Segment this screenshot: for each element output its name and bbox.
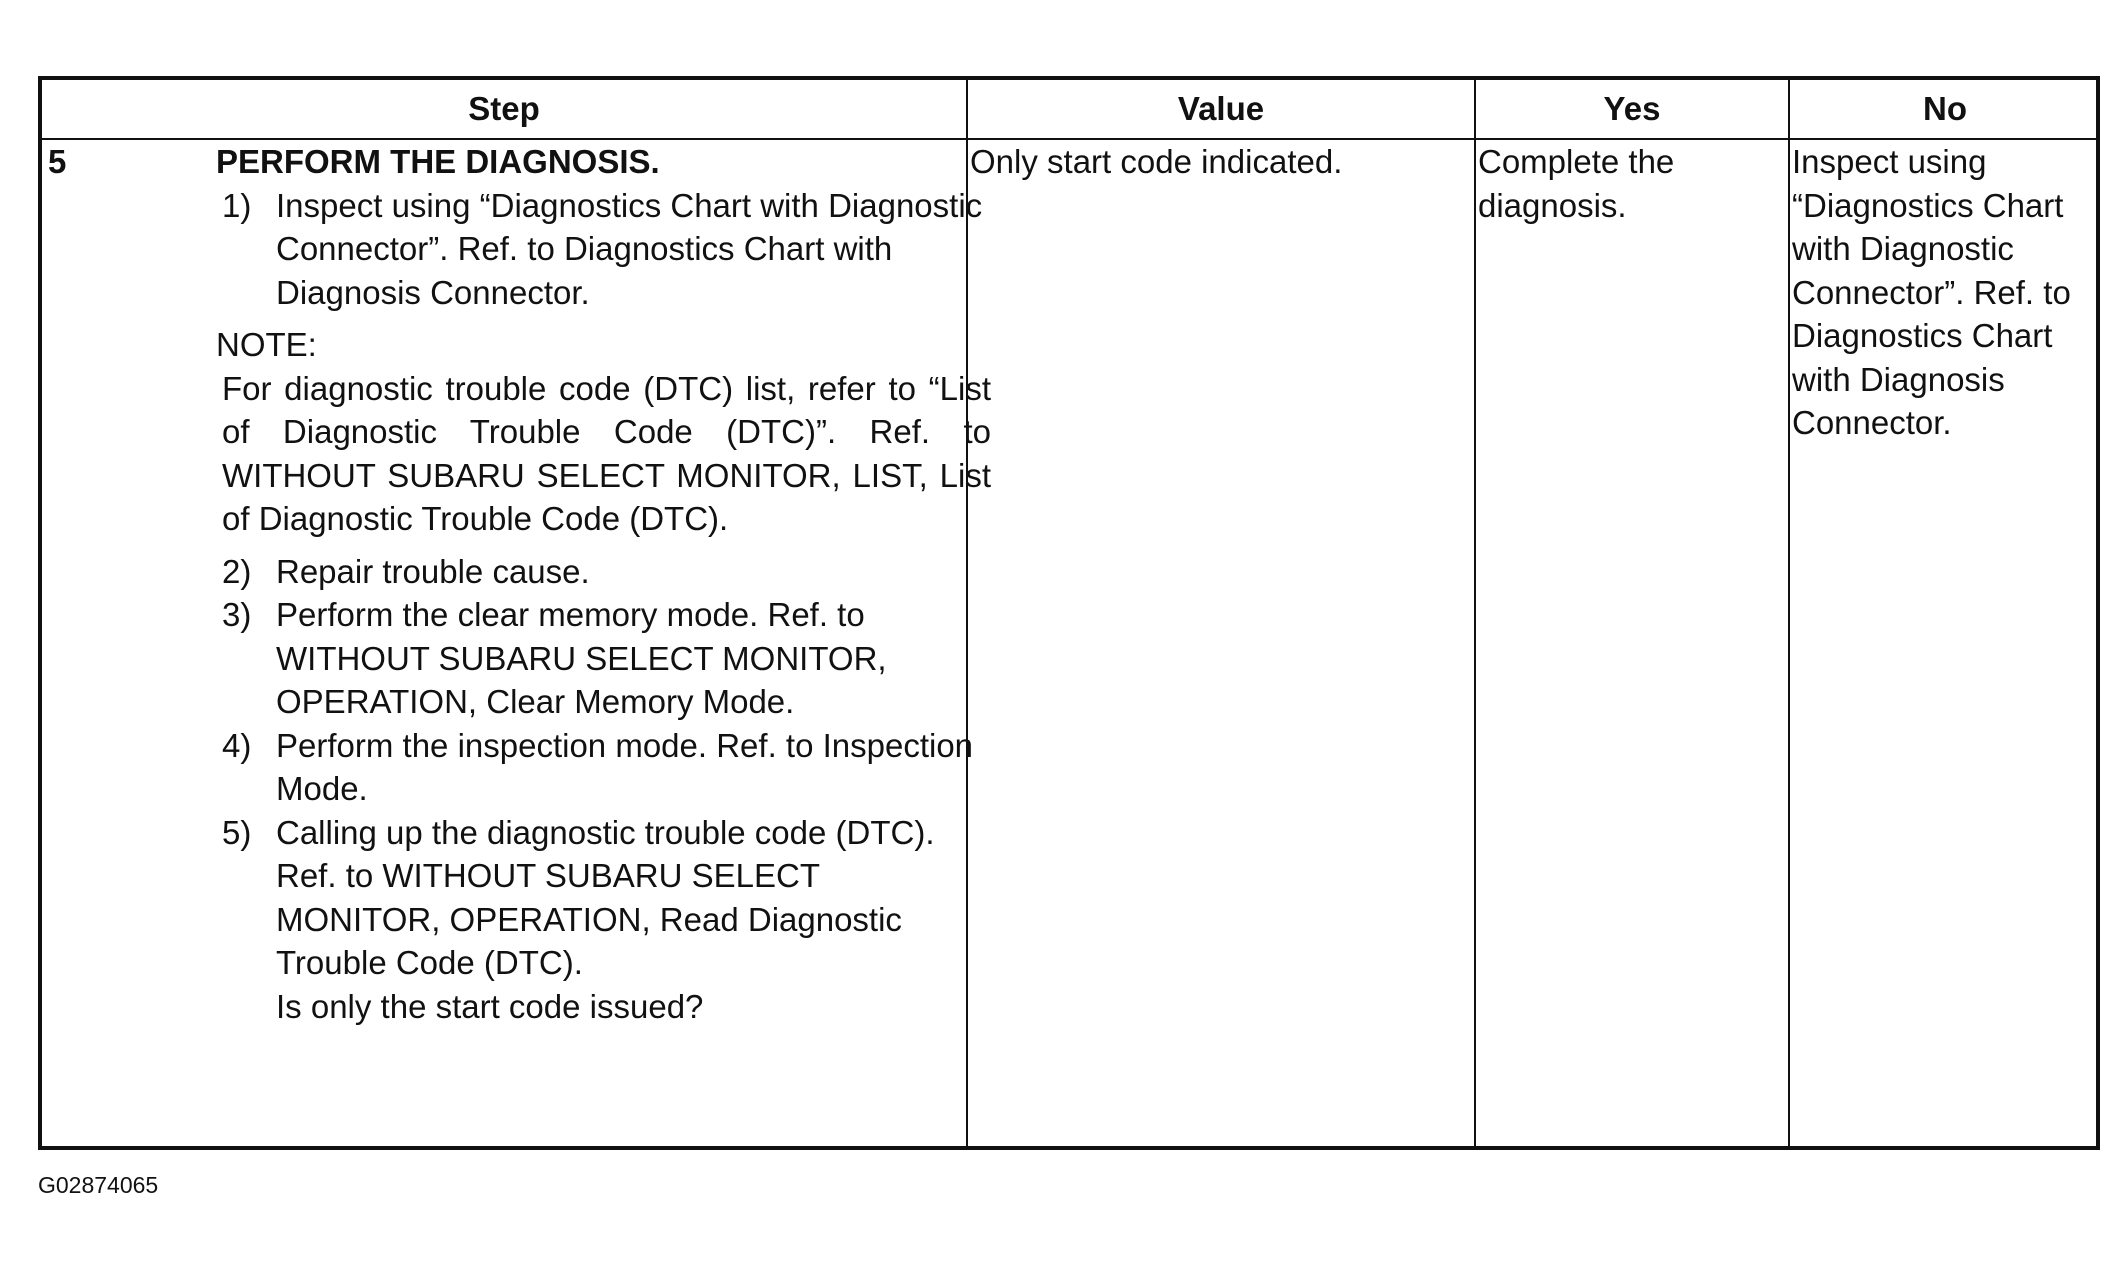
step-list-after-note (216, 550, 991, 1029)
figure-id: G02874065 (38, 1172, 159, 1198)
step-list-item (222, 184, 991, 315)
diagnosis-table (38, 76, 2100, 1150)
header-no: No (1923, 90, 1967, 127)
header-yes: Yes (1603, 90, 1661, 127)
step-list-item-text: Perform the inspection mode. Ref. to Inspection Mode. (276, 726, 974, 807)
step-list-item-number: 3) (222, 596, 252, 633)
note-label: NOTE: (216, 326, 317, 363)
yes-cell: Complete the diagnosis. (1478, 143, 1675, 224)
step-list-before-note (216, 184, 991, 315)
header-value: Value (1177, 90, 1265, 127)
no-cell: Inspect using “Diagnostics Chart with Diagnostic Connector”. Ref. to Diagnostics Chart with Diagnosis Connector. (1792, 143, 2071, 441)
column-divider-value-yes (1474, 80, 1476, 1146)
step-list-item-text: Perform the clear memory mode. Ref. to WITHOUT SUBARU SELECT MONITOR, OPERATION, Clear Memory Mode. (276, 596, 887, 720)
step-number: 5 (48, 143, 67, 180)
header-step: Step (468, 90, 540, 127)
step-list-item-text: Inspect using “Diagnostics Chart with Diagnostic Connector”. Ref. to Diagnostics Chart with Diagnosis Connector. (276, 186, 983, 311)
step-list-item-number: 2) (222, 552, 252, 590)
column-divider-yes-no (1788, 80, 1790, 1146)
step-list-item (222, 811, 991, 1029)
step-list-item (222, 724, 991, 811)
value-cell: Only start code indicated. (970, 143, 1343, 180)
step-title: PERFORM THE DIAGNOSIS. (216, 143, 660, 180)
step-list-item-text: Calling up the diagnostic trouble code (DTC). Ref. to WITHOUT SUBARU SELECT MONITOR, OPERATION, Read Diagnostic Trouble Code (DTC). Is only the start code issued? (276, 813, 935, 1025)
note-text: For diagnostic trouble code (DTC) list, refer to “List of Diagnostic Trouble Code (DTC)”. Ref. to WITHOUT SUBARU SELECT MONITOR, LIST, List of Diagnostic Trouble Code (DTC). (222, 369, 991, 537)
step-list-item-number: 1) (222, 186, 252, 224)
step-list-item (222, 550, 991, 594)
step-list-item-text: Repair trouble cause. (276, 552, 590, 590)
step-list-item-number: 5) (222, 813, 252, 851)
step-list-item (222, 593, 991, 724)
step-list-item-number: 4) (222, 726, 252, 764)
note-block (216, 323, 991, 541)
step-cell (216, 140, 991, 1028)
